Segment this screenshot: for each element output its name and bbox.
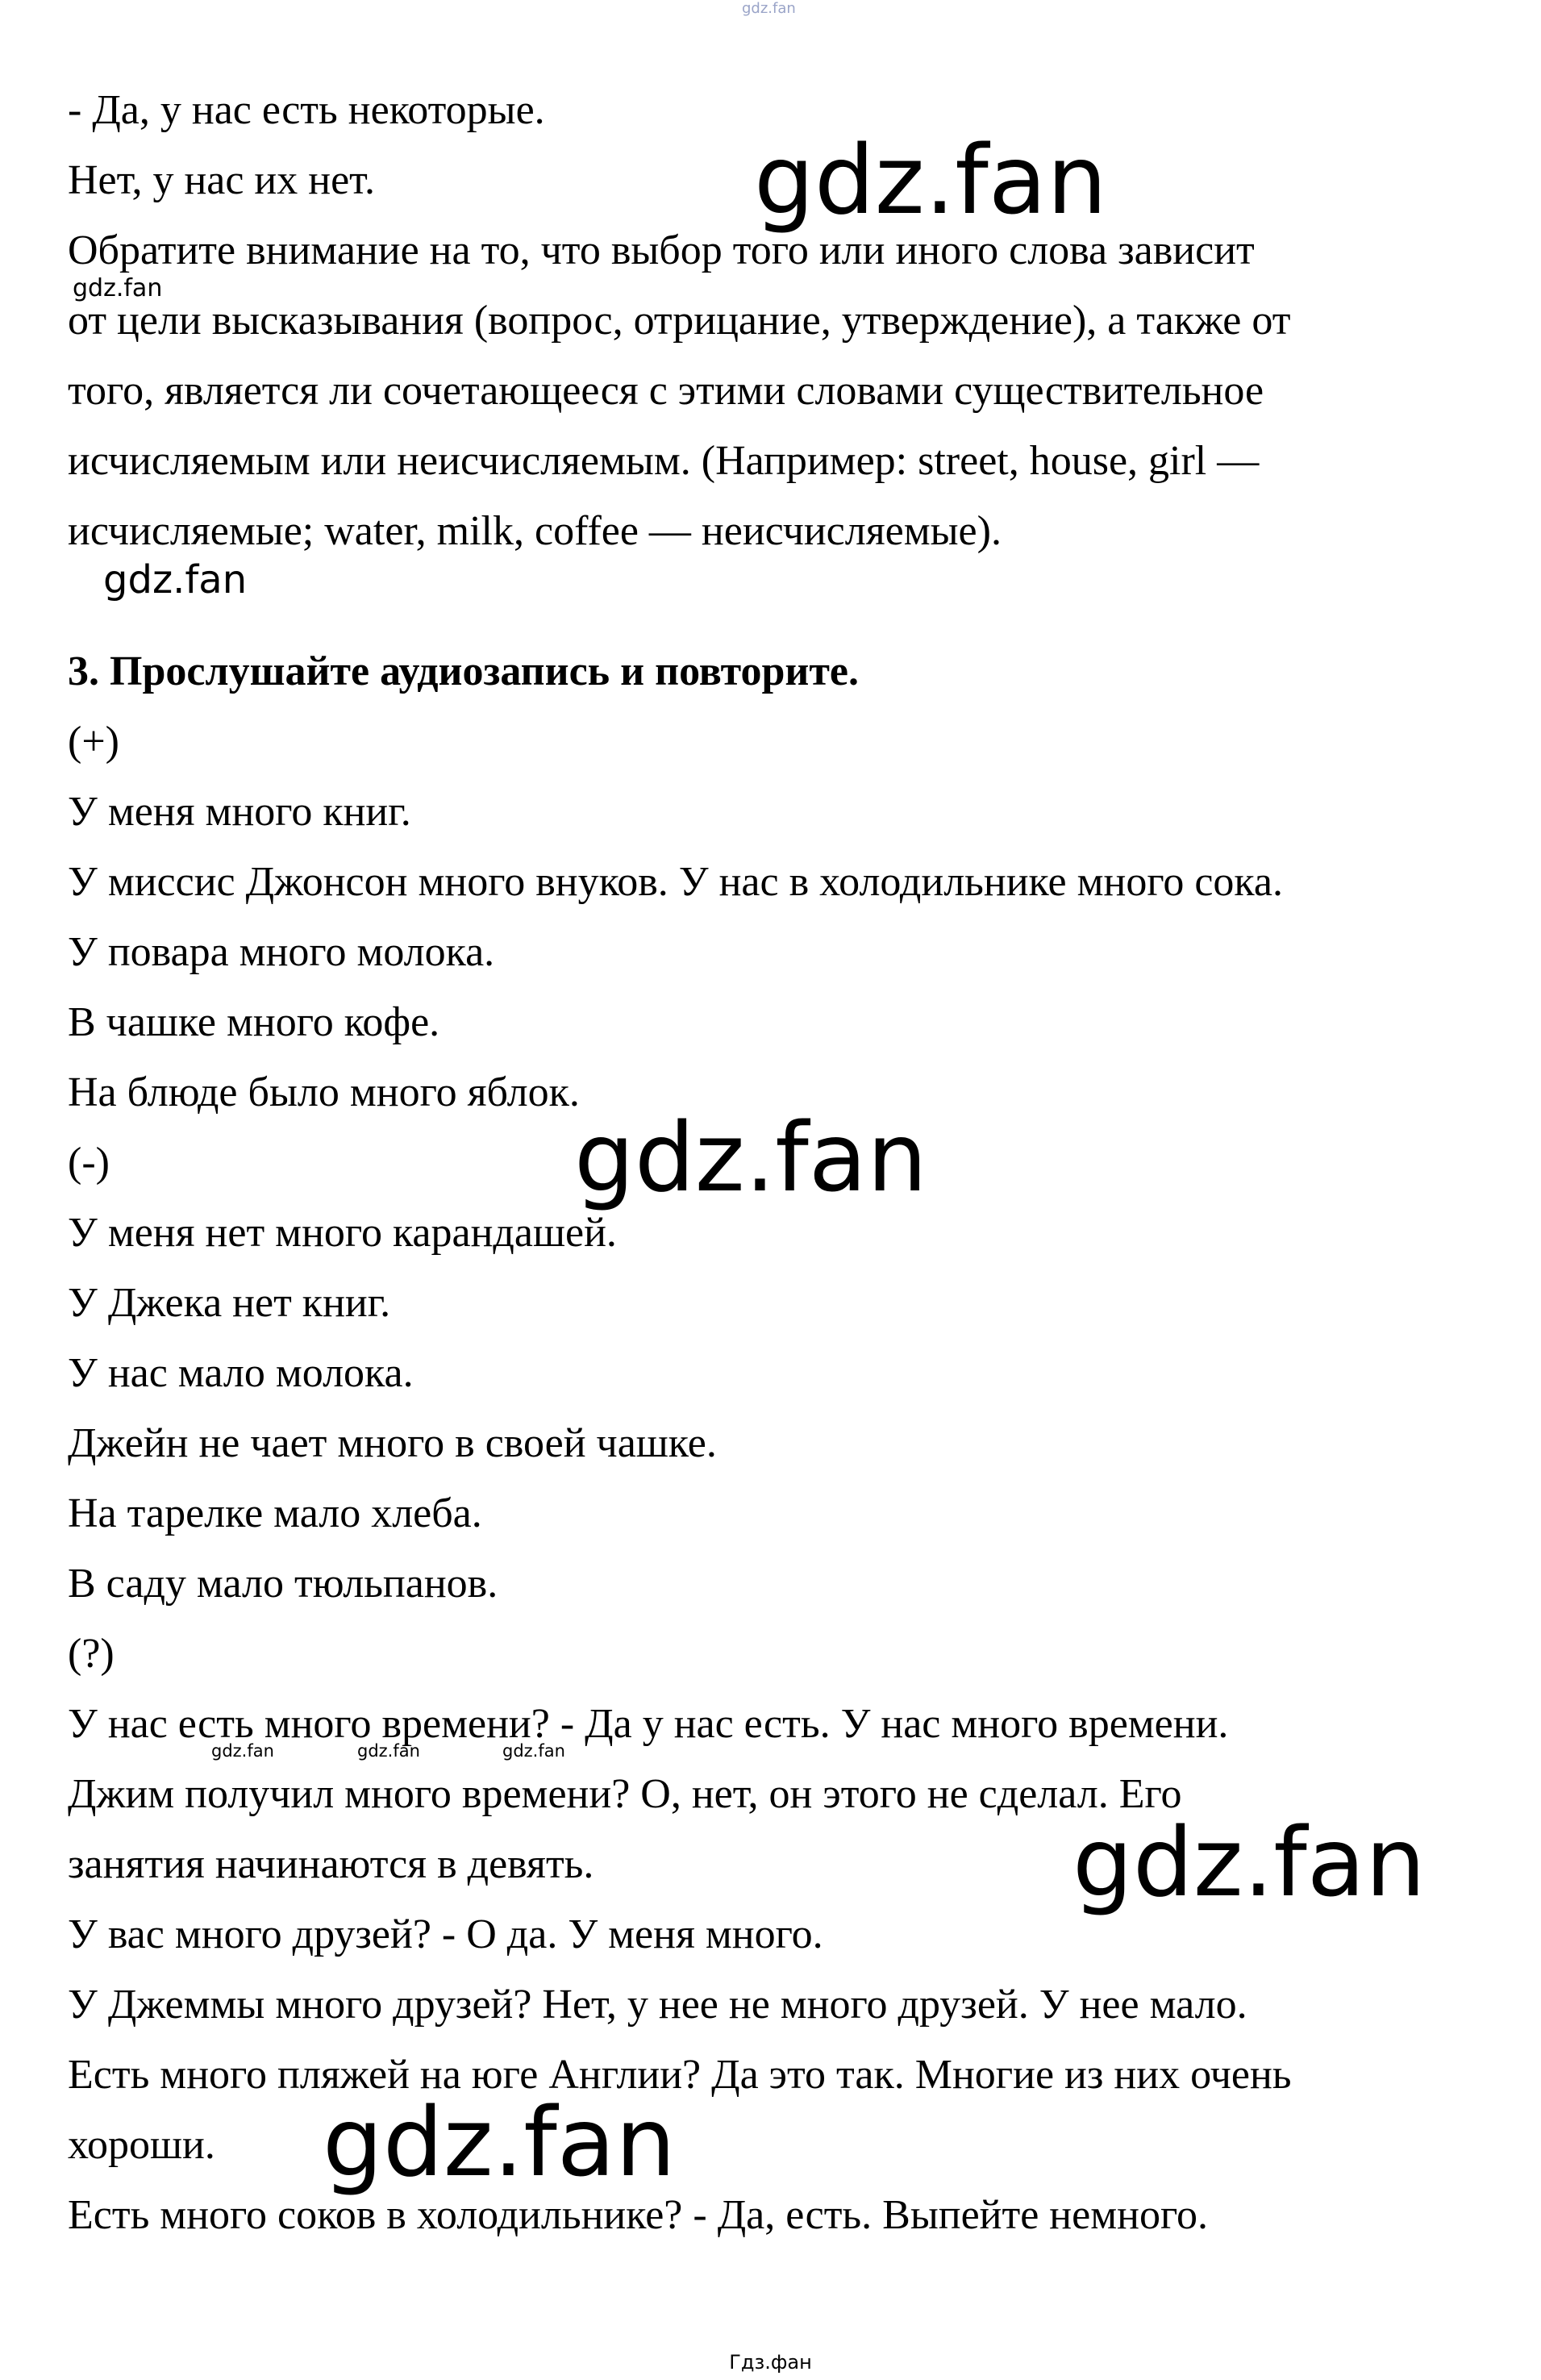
text-line-15: У меня нет много карандашей. bbox=[68, 1210, 617, 1256]
watermark-tiny-1: gdz.fan bbox=[211, 1741, 274, 1761]
text-line-11: У повара много молока. bbox=[68, 929, 495, 975]
text-line-19: На тарелке мало хлеба. bbox=[68, 1490, 482, 1536]
marker-question: (?) bbox=[68, 1631, 115, 1677]
text-line-5: того, является ли сочетающееся с этими словами существительное bbox=[68, 368, 1264, 414]
watermark-large-4: gdz.fan bbox=[323, 2086, 676, 2198]
text-line-25: У вас много друзей? - О да. У меня много. bbox=[68, 1911, 823, 1957]
text-line-18: Джейн не чает много в своей чашке. bbox=[68, 1420, 717, 1466]
text-line-24: занятия начинаются в девять. bbox=[68, 1841, 594, 1887]
watermark-top: gdz.fan bbox=[742, 0, 796, 17]
watermark-medium-1: gdz.fan bbox=[103, 557, 248, 602]
marker-negative: (-) bbox=[68, 1140, 110, 1186]
text-line-2: Нет, у нас их нет. bbox=[68, 157, 375, 203]
text-line-4: от цели высказывания (вопрос, отрицание, утверждение), а также от bbox=[68, 298, 1291, 344]
text-line-27: Есть много пляжей на юге Англии? Да это так. Многие из них очень bbox=[68, 2052, 1292, 2098]
text-line-10: У миссис Джонсон много внуков. У нас в холодильнике много сока. bbox=[68, 859, 1283, 905]
marker-affirmative: (+) bbox=[68, 719, 119, 765]
watermark-large-3: gdz.fan bbox=[1072, 1807, 1426, 1918]
watermark-tiny-2: gdz.fan bbox=[357, 1741, 420, 1761]
watermark-large-2: gdz.fan bbox=[574, 1102, 927, 1213]
exercise-heading: 3. Прослушайте аудиозапись и повторите. bbox=[68, 648, 859, 694]
text-line-16: У Джека нет книг. bbox=[68, 1280, 391, 1326]
text-line-12: В чашке много кофе. bbox=[68, 999, 440, 1045]
text-line-6: исчисляемым или неисчисляемым. (Например: street, house, girl — bbox=[68, 438, 1260, 484]
text-line-13: На блюде было много яблок. bbox=[68, 1069, 580, 1115]
watermark-small-1: gdz.fan bbox=[73, 274, 163, 302]
text-line-22: У нас есть много времени? - Да у нас есть. У нас много времени. bbox=[68, 1701, 1229, 1747]
watermark-tiny-3: gdz.fan bbox=[502, 1741, 565, 1761]
text-line-9: У меня много книг. bbox=[68, 789, 411, 835]
page-footer: Гдз.фан bbox=[729, 2351, 812, 2374]
text-line-1: - Да, у нас есть некоторые. bbox=[68, 87, 545, 133]
text-line-26: У Джеммы много друзей? Нет, у нее не много друзей. У нее мало. bbox=[68, 1982, 1247, 2028]
text-line-7: исчисляемые; water, milk, coffee — неисчисляемые). bbox=[68, 508, 1002, 554]
text-line-28: хороши. bbox=[68, 2122, 215, 2168]
text-line-29: Есть много соков в холодильнике? - Да, есть. Выпейте немного. bbox=[68, 2192, 1208, 2238]
text-line-3: Обратите внимание на то, что выбор того или иного слова зависит bbox=[68, 227, 1255, 273]
text-line-23: Джим получил много времени? О, нет, он этого не сделал. Его bbox=[68, 1771, 1182, 1817]
text-line-17: У нас мало молока. bbox=[68, 1350, 414, 1396]
text-line-20: В саду мало тюльпанов. bbox=[68, 1561, 498, 1607]
watermark-large-1: gdz.fan bbox=[754, 124, 1107, 235]
